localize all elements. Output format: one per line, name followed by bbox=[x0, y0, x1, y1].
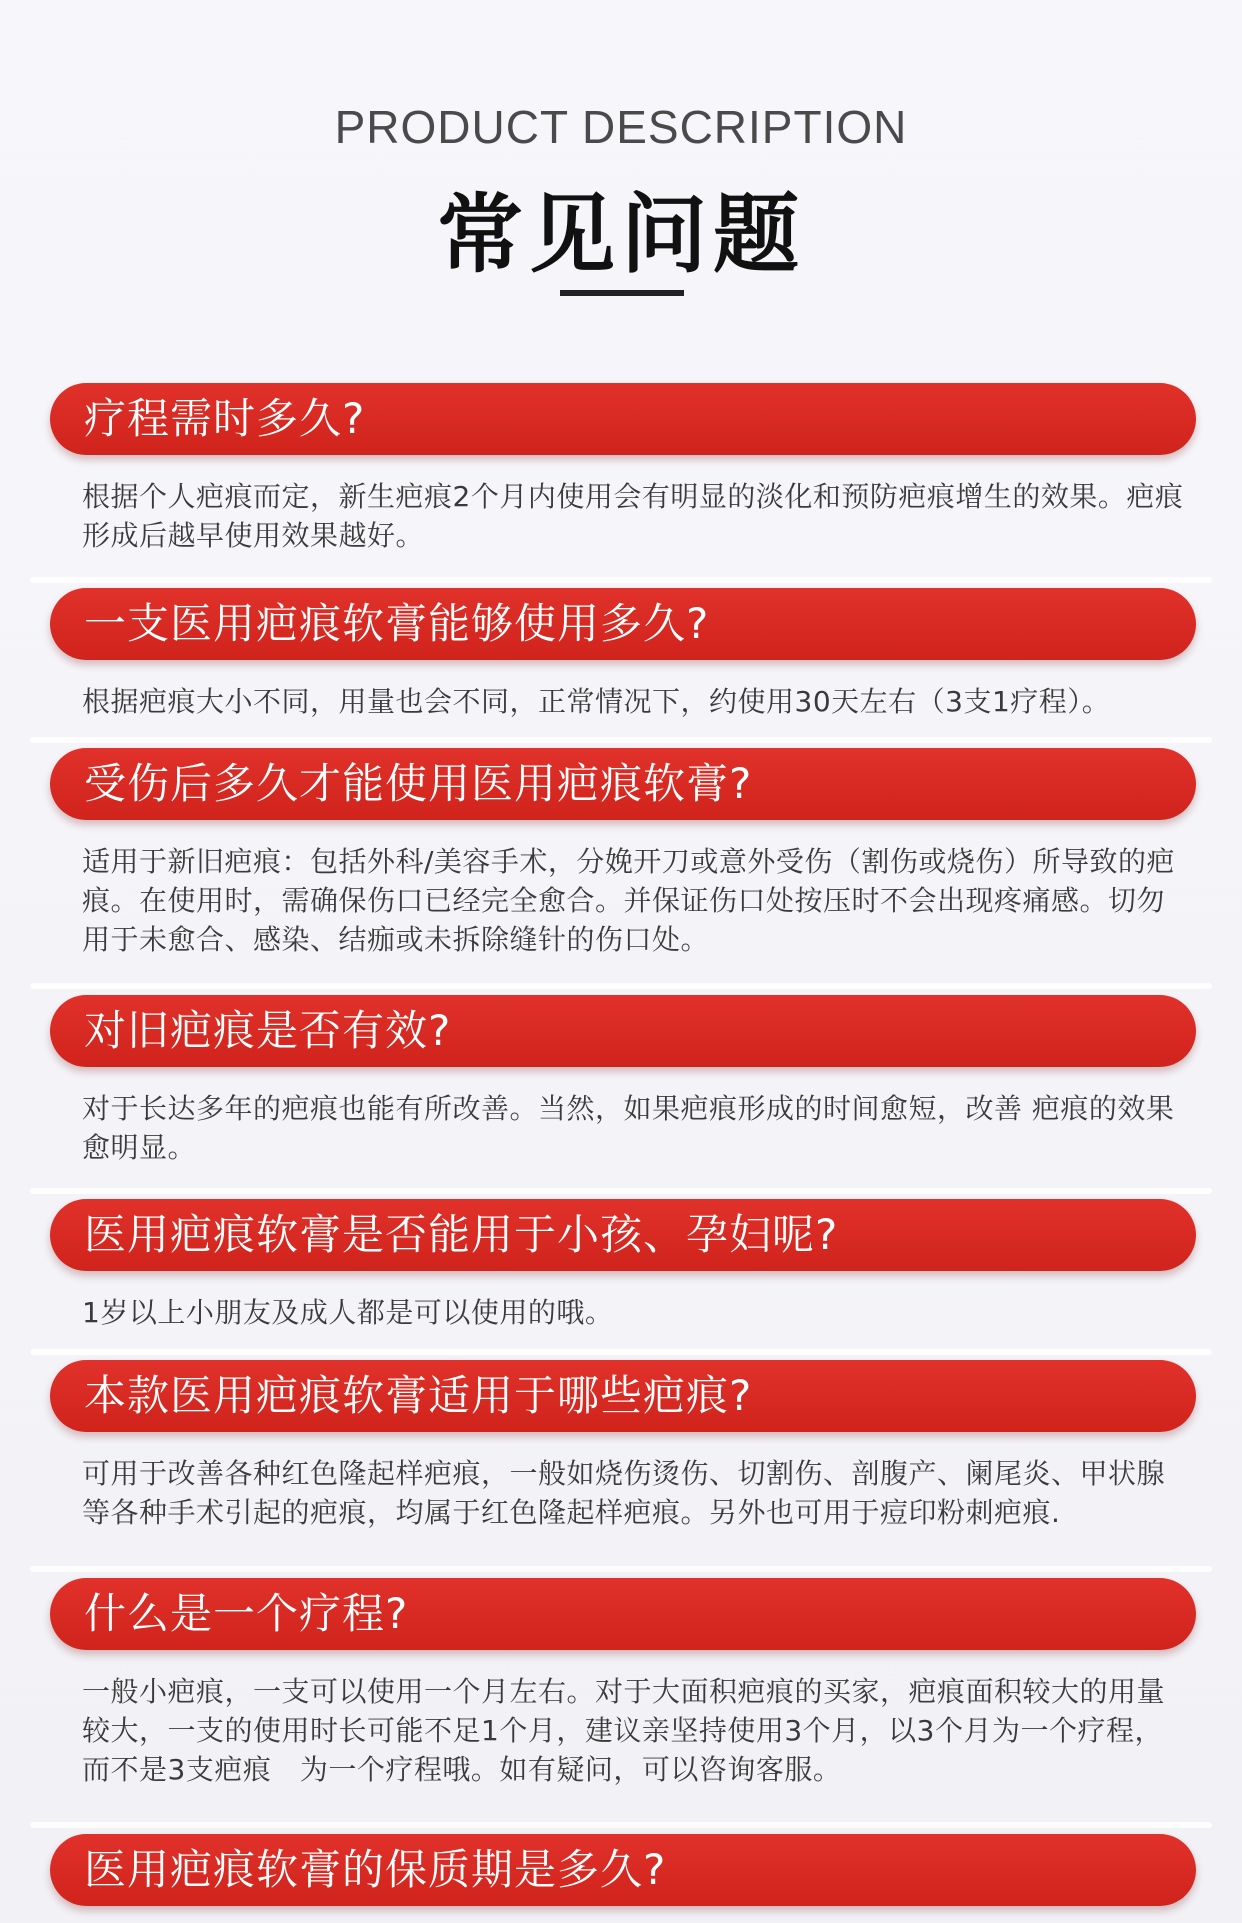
faq-item bbox=[50, 1199, 1196, 1332]
faq-item bbox=[50, 748, 1196, 959]
faq-question: 对旧疤痕是否有效? bbox=[84, 1006, 452, 1055]
page-title: 常见问题 bbox=[437, 185, 805, 285]
faq-question-bar bbox=[50, 1834, 1196, 1906]
faq-answer: 适用于新旧疤痕：包括外科/美容手术，分娩开刀或意外受伤（割伤或烧伤）所导致的疤痕。在使用时，需确保伤口已经完全愈合。并保证伤口处按压时不会出现疼痛感。切勿用于未愈合、感染、结痂或未拆除缝针的伤口处。 bbox=[82, 845, 1175, 956]
faq-answer: 一般小疤痕，一支可以使用一个月左右。对于大面积疤痕的买家，疤痕面积较大的用量较大，一支的使用时长可能不足1个月，建议亲坚持使用3个月，以3个月为一个疗程，而不是3支疤痕 为一个疗程哦。如有疑问，可以咨询客服。 bbox=[82, 1675, 1166, 1786]
faq-item bbox=[50, 995, 1196, 1167]
faq-item bbox=[50, 588, 1196, 721]
divider bbox=[30, 1566, 1212, 1572]
faq-answer: 1岁以上小朋友及成人都是可以使用的哦。 bbox=[82, 1296, 614, 1329]
faq-question-bar bbox=[50, 995, 1196, 1067]
divider bbox=[30, 737, 1212, 743]
divider bbox=[30, 983, 1212, 989]
faq-answer: 根据个人疤痕而定，新生疤痕2个月内使用会有明显的淡化和预防疤痕增生的效果。疤痕形成后越早使用效果越好。 bbox=[82, 480, 1184, 552]
faq-item bbox=[50, 1578, 1196, 1789]
faq-answer: 可用于改善各种红色隆起样疤痕，一般如烧伤烫伤、切割伤、剖腹产、阑尾炎、甲状腺等各种手术引起的疤痕，均属于红色隆起样疤痕。另外也可用于痘印粉刺疤痕. bbox=[82, 1457, 1166, 1529]
faq-question-bar bbox=[50, 1578, 1196, 1650]
divider bbox=[30, 577, 1212, 583]
faq-answer: 根据疤痕大小不同，用量也会不同，正常情况下，约使用30天左右（3支1疗程）。 bbox=[82, 685, 1111, 718]
divider bbox=[30, 1349, 1212, 1355]
faq-item bbox=[50, 1360, 1196, 1532]
faq-question: 受伤后多久才能使用医用疤痕软膏? bbox=[84, 759, 753, 808]
faq-question: 什么是一个疗程? bbox=[84, 1589, 409, 1638]
faq-question: 一支医用疤痕软膏能够使用多久? bbox=[84, 599, 710, 648]
faq-question-bar bbox=[50, 1360, 1196, 1432]
title-underline bbox=[560, 290, 684, 296]
faq-question: 本款医用疤痕软膏适用于哪些疤痕? bbox=[84, 1371, 753, 1420]
faq-question: 医用疤痕软膏的保质期是多久? bbox=[84, 1845, 667, 1894]
faq-question: 疗程需时多久? bbox=[84, 394, 366, 443]
faq-item bbox=[50, 1834, 1196, 1906]
faq-question-bar bbox=[50, 588, 1196, 660]
faq-question-bar bbox=[50, 383, 1196, 455]
divider bbox=[30, 1188, 1212, 1194]
faq-item bbox=[50, 383, 1196, 555]
faq-question-bar bbox=[50, 748, 1196, 820]
divider bbox=[30, 1822, 1212, 1828]
section-subtitle: PRODUCT DESCRIPTION bbox=[334, 101, 908, 153]
faq-question: 医用疤痕软膏是否能用于小孩、孕妇呢? bbox=[84, 1210, 839, 1259]
faq-answer: 对于长达多年的疤痕也能有所改善。当然，如果疤痕形成的时间愈短，改善 疤痕的效果愈明显。 bbox=[82, 1092, 1175, 1164]
faq-question-bar bbox=[50, 1199, 1196, 1271]
